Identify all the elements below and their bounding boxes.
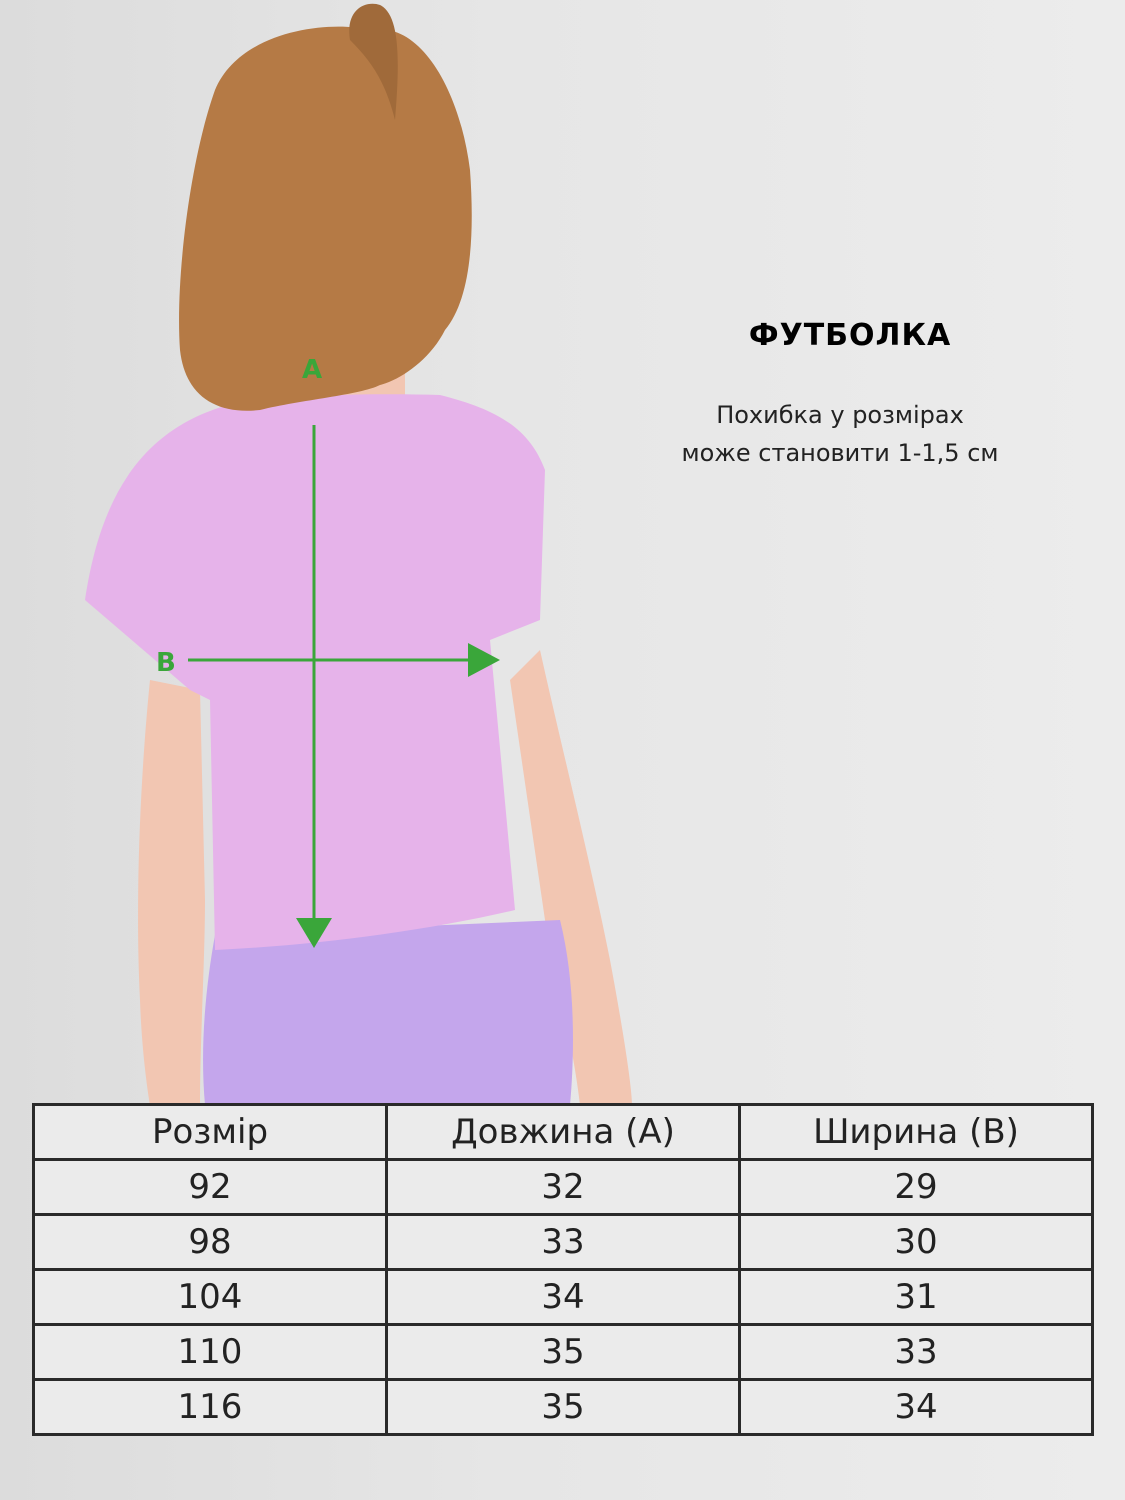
left-arm: [138, 680, 205, 1105]
cell-width: 29: [740, 1160, 1093, 1215]
cell-width: 31: [740, 1270, 1093, 1325]
cell-length: 33: [387, 1215, 740, 1270]
cell-width: 34: [740, 1380, 1093, 1435]
cell-length: 35: [387, 1380, 740, 1435]
cell-size: 98: [34, 1215, 387, 1270]
shorts: [203, 920, 573, 1105]
header-width: Ширина (В): [740, 1105, 1093, 1160]
product-title: ФУТБОЛКА: [748, 318, 952, 353]
cell-size: 110: [34, 1325, 387, 1380]
size-note-line-2: може становити 1-1,5 см: [681, 439, 999, 467]
label-b: B: [156, 648, 176, 678]
table-row: [34, 1160, 1093, 1215]
header-length: Довжина (А): [387, 1105, 740, 1160]
cell-size: 104: [34, 1270, 387, 1325]
table-row: [34, 1270, 1093, 1325]
cell-length: 34: [387, 1270, 740, 1325]
table-row: [34, 1325, 1093, 1380]
cell-length: 35: [387, 1325, 740, 1380]
table-header-row: [34, 1105, 1093, 1160]
size-note-line-1: Похибка у розмірах: [716, 401, 964, 429]
cell-width: 30: [740, 1215, 1093, 1270]
model-photo: [0, 0, 760, 1105]
label-a: A: [302, 355, 323, 385]
size-table: [32, 1103, 1094, 1436]
table-row: [34, 1215, 1093, 1270]
hair: [179, 27, 472, 411]
cell-size: 92: [34, 1160, 387, 1215]
header-size: Розмір: [34, 1105, 387, 1160]
table-row: [34, 1380, 1093, 1435]
cell-size: 116: [34, 1380, 387, 1435]
cell-length: 32: [387, 1160, 740, 1215]
size-note: [640, 396, 1040, 472]
cell-width: 33: [740, 1325, 1093, 1380]
